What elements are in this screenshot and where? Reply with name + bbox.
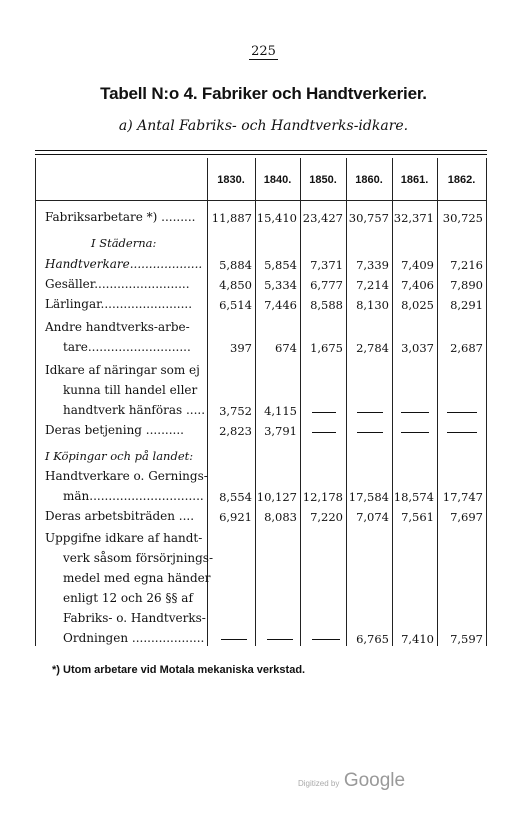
column-divider bbox=[300, 158, 301, 646]
cell: 11,887 bbox=[211, 211, 252, 225]
cell: 6,765 bbox=[356, 632, 389, 646]
cell: 6,777 bbox=[310, 278, 343, 292]
cell: 5,884 bbox=[219, 258, 252, 272]
empty-cell-dash bbox=[357, 412, 383, 413]
empty-cell-dash bbox=[312, 412, 336, 413]
cell: 7,410 bbox=[401, 632, 434, 646]
cell: 7,339 bbox=[356, 258, 389, 272]
cell: 10,127 bbox=[256, 490, 297, 504]
row-label: Fabriks- o. Handtverks- bbox=[63, 611, 206, 625]
row-label: tare........................... bbox=[63, 340, 191, 354]
row-label: Uppgifne idkare af handt- bbox=[45, 531, 203, 545]
page-number: 225 bbox=[251, 44, 276, 59]
digitized-by-google-watermark bbox=[298, 770, 405, 792]
row-label: Idkare af näringar som ej bbox=[45, 363, 200, 377]
cell: 8,588 bbox=[310, 298, 343, 312]
cell: 4,850 bbox=[219, 278, 252, 292]
cell: 6,921 bbox=[219, 510, 252, 524]
cell: 8,291 bbox=[450, 298, 483, 312]
row-label: Deras arbetsbiträden .... bbox=[45, 509, 195, 523]
cell: 3,037 bbox=[401, 341, 434, 355]
row-label: Gesäller......................... bbox=[45, 277, 190, 291]
cell: 3,752 bbox=[219, 404, 252, 418]
column-divider bbox=[255, 158, 256, 646]
data-table bbox=[35, 158, 487, 646]
cell: 2,823 bbox=[219, 424, 252, 438]
cell: 2,784 bbox=[356, 341, 389, 355]
cell: 8,083 bbox=[264, 510, 297, 524]
cell: 6,514 bbox=[219, 298, 252, 312]
cell: 397 bbox=[230, 341, 252, 355]
year-header: 1862. bbox=[447, 174, 476, 186]
empty-cell-dash bbox=[267, 639, 293, 640]
row-label: kunna till handel eller bbox=[63, 383, 198, 397]
cell: 30,725 bbox=[442, 211, 483, 225]
column-divider bbox=[392, 158, 393, 646]
empty-cell-dash bbox=[401, 432, 429, 433]
row-label: verk såsom försörjnings- bbox=[63, 551, 214, 565]
cell: 15,410 bbox=[256, 211, 297, 225]
cell: 3,791 bbox=[264, 424, 297, 438]
row-label: Handtverkare o. Gernings- bbox=[45, 469, 208, 483]
empty-cell-dash bbox=[357, 432, 383, 433]
cell: 7,220 bbox=[310, 510, 343, 524]
row-label: medel med egna händer bbox=[63, 571, 211, 585]
cell: 8,025 bbox=[401, 298, 434, 312]
table-right-border bbox=[486, 158, 487, 646]
cell: 7,597 bbox=[450, 632, 483, 646]
row-label: Handtverkare................... bbox=[45, 257, 203, 271]
empty-cell-dash bbox=[221, 639, 247, 640]
row-label: enligt 12 och 26 §§ af bbox=[63, 591, 193, 605]
cell: 7,371 bbox=[310, 258, 343, 272]
empty-cell-dash bbox=[447, 432, 477, 433]
section-heading: I Köpingar och på landet: bbox=[45, 449, 194, 463]
watermark-small-text: Digitized by bbox=[298, 779, 340, 788]
cell: 7,216 bbox=[450, 258, 483, 272]
cell: 12,178 bbox=[302, 490, 343, 504]
cell: 1,675 bbox=[310, 341, 343, 355]
table-title: Tabell N:o 4. Fabriker och Handtverkerier. bbox=[100, 84, 427, 103]
year-header: 1840. bbox=[263, 174, 292, 186]
cell: 7,409 bbox=[401, 258, 434, 272]
top-double-rule bbox=[35, 150, 487, 155]
row-label: män.............................. bbox=[63, 489, 204, 503]
year-header: 1860. bbox=[355, 174, 383, 186]
cell: 7,561 bbox=[401, 510, 434, 524]
cell: 8,554 bbox=[219, 490, 252, 504]
cell: 7,406 bbox=[401, 278, 434, 292]
cell: 7,446 bbox=[264, 298, 297, 312]
cell: 17,747 bbox=[442, 490, 483, 504]
cell: 30,757 bbox=[348, 211, 389, 225]
cell: 8,130 bbox=[356, 298, 389, 312]
row-label: Deras betjening .......... bbox=[45, 423, 184, 437]
section-heading: I Städerna: bbox=[91, 236, 157, 250]
header-rule bbox=[35, 200, 487, 201]
empty-cell-dash bbox=[401, 412, 429, 413]
cell: 32,371 bbox=[393, 211, 434, 225]
column-divider bbox=[437, 158, 438, 646]
year-header: 1850. bbox=[309, 174, 337, 186]
column-divider bbox=[346, 158, 347, 646]
cell: 4,115 bbox=[264, 404, 297, 418]
row-label: Fabriksarbetare *) ......... bbox=[45, 210, 196, 224]
table-subtitle: a) Antal Fabriks- och Handtverks-idkare. bbox=[118, 118, 409, 134]
cell: 7,074 bbox=[356, 510, 389, 524]
cell: 5,854 bbox=[264, 258, 297, 272]
row-label: Ordningen ................... bbox=[63, 631, 205, 645]
empty-cell-dash bbox=[312, 432, 336, 433]
cell: 7,697 bbox=[450, 510, 483, 524]
row-label: Andre handtverks-arbe- bbox=[45, 320, 190, 334]
year-header: 1830. bbox=[217, 174, 245, 186]
cell: 5,334 bbox=[264, 278, 297, 292]
watermark-logo-text: Google bbox=[343, 770, 406, 791]
empty-cell-dash bbox=[312, 639, 340, 640]
table-left-border bbox=[35, 158, 36, 646]
year-header: 1861. bbox=[400, 174, 429, 186]
cell: 674 bbox=[275, 341, 297, 355]
cell: 7,214 bbox=[356, 278, 389, 292]
footnote: *) Utom arbetare vid Motala mekaniska verkstad. bbox=[52, 664, 306, 676]
cell: 23,427 bbox=[302, 211, 343, 225]
row-label: Lärlingar........................ bbox=[45, 297, 193, 311]
cell: 2,687 bbox=[450, 341, 483, 355]
cell: 17,584 bbox=[348, 490, 389, 504]
cell: 18,574 bbox=[393, 490, 434, 504]
empty-cell-dash bbox=[447, 412, 477, 413]
cell: 7,890 bbox=[450, 278, 483, 292]
row-label: handtverk hänföras ..... bbox=[63, 403, 206, 417]
